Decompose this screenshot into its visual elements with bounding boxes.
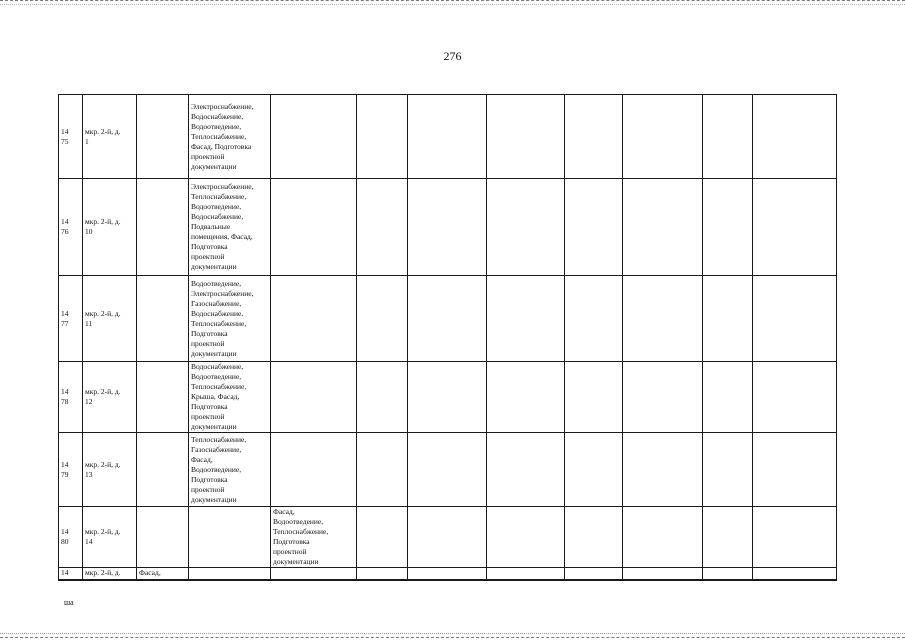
row-number: 14 76 — [59, 179, 83, 276]
address-cell: мкр. 2-й, д. 1 — [83, 95, 137, 179]
cell — [137, 507, 189, 568]
work-types-cell — [271, 95, 357, 179]
empty-cell — [408, 507, 487, 568]
cell — [137, 362, 189, 433]
work-types-cell — [189, 507, 271, 568]
row-number: 14 78 — [59, 362, 83, 433]
table-row — [59, 433, 837, 507]
empty-cell — [753, 568, 837, 580]
cell — [137, 179, 189, 276]
empty-cell — [408, 433, 487, 507]
work-types-cell — [271, 433, 357, 507]
row-number: 14 80 — [59, 507, 83, 568]
empty-cell — [565, 433, 623, 507]
address-cell: мкр. 2-й, д. 13 — [83, 433, 137, 507]
work-types-cell: Фасад, Водоотведение, Теплоснабжение, Подготовка проектной документации — [271, 507, 357, 568]
empty-cell — [565, 276, 623, 362]
empty-cell — [357, 433, 408, 507]
empty-cell — [357, 507, 408, 568]
address-cell: мкр. 2-й, д. 11 — [83, 276, 137, 362]
empty-cell — [565, 507, 623, 568]
table-row — [59, 95, 837, 179]
empty-cell — [623, 433, 703, 507]
footer-mark: ша — [64, 598, 74, 607]
empty-cell — [357, 568, 408, 580]
row-number: 14 79 — [59, 433, 83, 507]
table-row — [59, 568, 837, 580]
work-types-cell — [271, 276, 357, 362]
empty-cell — [408, 568, 487, 580]
work-types-cell: Электроснабжение, Водоснабжение, Водоотведение, Теплоснабжение, Фасад, Подготовка проектной документации — [189, 95, 271, 179]
empty-cell — [357, 362, 408, 433]
address-cell: мкр. 2-й, д. — [83, 568, 137, 580]
address-cell: мкр. 2-й, д. 10 — [83, 179, 137, 276]
empty-cell — [487, 433, 565, 507]
empty-cell — [357, 179, 408, 276]
empty-cell — [487, 362, 565, 433]
row-number: 14 77 — [59, 276, 83, 362]
empty-cell — [623, 568, 703, 580]
empty-cell — [703, 276, 753, 362]
work-types-cell: Фасад, — [137, 568, 189, 580]
empty-cell — [753, 507, 837, 568]
empty-cell — [487, 276, 565, 362]
empty-cell — [565, 179, 623, 276]
empty-cell — [565, 568, 623, 580]
empty-cell — [357, 276, 408, 362]
table-row — [59, 179, 837, 276]
empty-cell — [408, 276, 487, 362]
empty-cell — [357, 95, 408, 179]
empty-cell — [487, 95, 565, 179]
cell — [137, 276, 189, 362]
row-number: 14 75 — [59, 95, 83, 179]
work-types-cell: Теплоснабжение, Газоснабжение, Фасад, Водоотведение, Подготовка проектной документации — [189, 433, 271, 507]
empty-cell — [623, 276, 703, 362]
cell — [189, 568, 271, 580]
empty-cell — [703, 95, 753, 179]
cell — [137, 433, 189, 507]
empty-cell — [753, 433, 837, 507]
empty-cell — [623, 507, 703, 568]
empty-cell — [623, 179, 703, 276]
empty-cell — [408, 179, 487, 276]
work-types-cell — [271, 362, 357, 433]
empty-cell — [753, 95, 837, 179]
cell — [271, 568, 357, 580]
work-types-cell: Электроснабжение, Теплоснабжение, Водоотведение, Водоснабжение, Подвальные помещения, Фасад, Подготовка проектной документации — [189, 179, 271, 276]
repair-schedule-table — [58, 94, 837, 581]
empty-cell — [623, 95, 703, 179]
scan-edge-top — [0, 0, 905, 5]
work-types-cell: Водоснабжение, Водоотведение, Теплоснабжение, Крыша, Фасад, Подготовка проектной документации — [189, 362, 271, 433]
empty-cell — [703, 433, 753, 507]
empty-cell — [753, 276, 837, 362]
empty-cell — [703, 507, 753, 568]
empty-cell — [703, 179, 753, 276]
address-cell: мкр. 2-й, д. 14 — [83, 507, 137, 568]
table-row — [59, 362, 837, 433]
table-row — [59, 276, 837, 362]
work-types-cell: Водоотведение, Электроснабжение, Газоснабжение, Водоснабжение, Теплоснабжение, Подготовка проектной документации — [189, 276, 271, 362]
empty-cell — [408, 95, 487, 179]
row-number: 14 — [59, 568, 83, 580]
page-number: 276 — [443, 49, 462, 63]
empty-cell — [565, 95, 623, 179]
empty-cell — [487, 507, 565, 568]
address-cell: мкр. 2-й, д. 12 — [83, 362, 137, 433]
empty-cell — [565, 362, 623, 433]
empty-cell — [487, 179, 565, 276]
work-types-cell — [271, 179, 357, 276]
empty-cell — [408, 362, 487, 433]
cell — [137, 95, 189, 179]
empty-cell — [623, 362, 703, 433]
empty-cell — [703, 362, 753, 433]
empty-cell — [753, 179, 837, 276]
table-row — [59, 507, 837, 568]
scan-edge-bottom — [0, 633, 905, 638]
empty-cell — [487, 568, 565, 580]
empty-cell — [703, 568, 753, 580]
empty-cell — [753, 362, 837, 433]
